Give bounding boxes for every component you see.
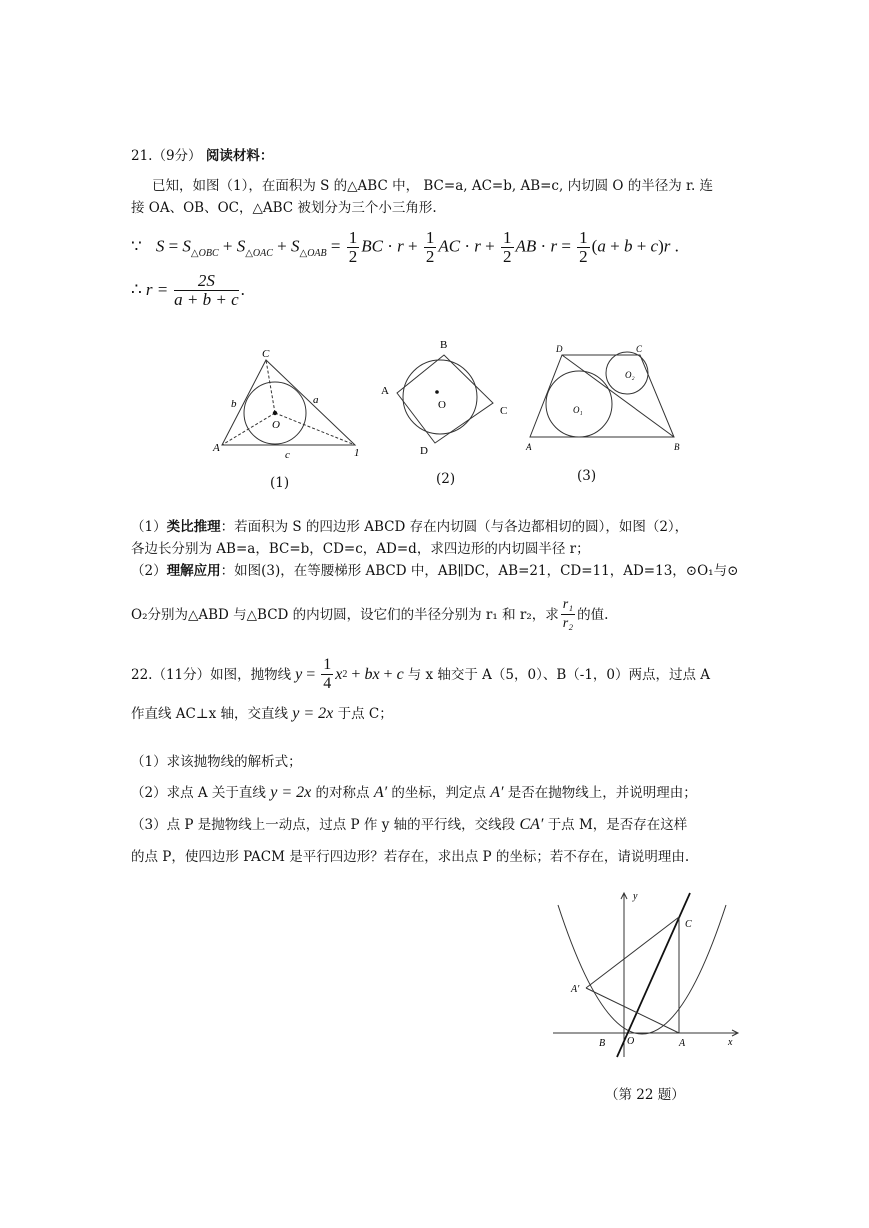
q21-part2-text: ：如图(3)，在等腰梯形 ABCD 中，AB∥DC，AB=21，CD=11，AD=13，⊙O₁与⊙ [220, 563, 739, 579]
r-denominator: a + b + c [174, 289, 239, 309]
q21-part1-heading: 类比推理 [166, 519, 221, 535]
figure-1 [212, 348, 360, 461]
q22-sub2-end: 是否在抛物线上，并说明理由； [507, 785, 697, 801]
figure-2-caption: (2) [436, 471, 456, 487]
q22-figure-caption: （第 22 题） [605, 1087, 685, 1103]
fig3-label-O1: O₁ [573, 405, 583, 415]
figure-2 [381, 340, 507, 457]
q22-line2 [131, 704, 393, 724]
line-equation-2: y = 2x [270, 784, 312, 801]
q22-line2-end: 于点 C； [337, 706, 393, 722]
q22-line1-end: 与 x 轴交于 A（5，0）、B（-1，0）两点，过点 A [407, 666, 711, 683]
q21-part2-line2 [131, 596, 608, 633]
q22-sub2-mid2: 的坐标，判定点 [391, 785, 486, 801]
q22-sub2 [131, 783, 697, 803]
q22-sub3-end: 于点 M，是否存在这样 [547, 817, 688, 833]
fig3-label-C: C [636, 344, 643, 354]
fig22-label-y: y [633, 891, 638, 902]
q21-part1-line2: 各边长分别为 AB=a，BC=b，CD=c，AD=d，求四边形的内切圆半径 r； [131, 541, 590, 557]
q21-part1-label: （1） [131, 519, 167, 535]
q21-line2: 接 OA、OB、OC，△ABC 被划分为三个小三角形. [131, 200, 437, 216]
q22-line1-start: 22.（11分）如图，抛物线 [131, 666, 292, 683]
fig3-label-D: D [556, 344, 563, 354]
figure-3 [525, 344, 680, 452]
ratio-denominator: r₂ [562, 616, 574, 631]
q21-part1-line1 [131, 517, 688, 537]
fig1-label-C: C [262, 348, 270, 360]
fig1-label-b: b [231, 398, 237, 410]
r-end: . [240, 280, 245, 299]
fig1-label-B: 1 [354, 447, 360, 459]
fig22-label-A: A [679, 1038, 686, 1049]
q22-line1 [131, 656, 710, 693]
q21-part2-heading: 理解应用 [166, 563, 221, 579]
fig2-label-A: A [381, 385, 389, 397]
q21-part1-text: ：若面积为 S 的四边形 ABCD 存在内切圆（与各边都相切的圆），如图（2）， [220, 519, 689, 535]
q22-sub3-line1 [131, 815, 687, 835]
q21-number: 21.（9分） [131, 148, 202, 164]
figure-3-caption: (3) [577, 468, 597, 484]
q21-part2-line2-text: O₂分别为△ABD 与△BCD 的内切圆，设它们的半径分别为 r₁ 和 r₂，求 [131, 606, 559, 623]
fig2-label-B: B [440, 340, 448, 351]
because-symbol: ∵ [131, 237, 142, 256]
segment-ca-prime: CA′ [519, 816, 544, 833]
q21-line1: 已知，如图（1），在面积为 S 的△ABC 中， BC=a, AC=b, AB=c, 内切圆 O 的半径为 r. 连 [152, 178, 714, 194]
r-numerator: 2S [174, 272, 239, 291]
q22-sub2-start: （2）求点 A 关于直线 [131, 785, 266, 801]
fig3-label-A: A [526, 442, 532, 452]
therefore-symbol: ∴ [131, 280, 142, 299]
fig3-label-O2: O₂ [625, 370, 635, 380]
fig1-label-c: c [285, 449, 290, 461]
q22-figure [548, 885, 748, 1065]
point-a-prime-1: A′ [373, 784, 388, 801]
q22-sub2-mid1: 的对称点 [315, 785, 370, 801]
fig1-label-O: O [272, 419, 280, 431]
line-equation-1: y = 2x [292, 705, 334, 722]
q22-line2-start: 作直线 AC⊥x 轴，交直线 [131, 706, 288, 722]
figure-1-caption: (1) [270, 475, 290, 491]
q22-sub3-start: （3）点 P 是抛物线上一动点，过点 P 作 y 轴的平行线，交线段 [131, 817, 516, 833]
q21-part2-end: 的值. [577, 606, 609, 623]
fig2-label-C: C [500, 405, 508, 417]
q21-area-equation: ∵ $S = S_{\triangle OBC} + S_{\triangle OAC} + S_{\triangle OAB}$ = $\frac{1}{2}$ BC · r + $\frac{1}{2}$ AC · r + $\frac{1}{2}$ AB · r = $\frac{1}{2}$ (a + b + c)r . [131, 227, 679, 266]
q21-header [131, 146, 273, 166]
fig2-label-D: D [420, 445, 428, 457]
q21-part2-label: （2） [131, 563, 167, 579]
r-lhs: r = [145, 280, 169, 299]
q21-title: 阅读材料： [205, 148, 274, 164]
fig2-label-O: O [438, 399, 446, 411]
fig22-label-x: x [728, 1037, 733, 1048]
fig1-label-A: A [213, 442, 220, 454]
ratio-numerator: r₁ [561, 596, 575, 615]
q21-part2-line1 [131, 561, 738, 581]
parabola-equation: y = $\frac{1}{4}$ x 2 + bx + c [295, 656, 404, 692]
q22-sub1: （1）求该抛物线的解析式； [131, 754, 302, 770]
fig22-label-B: B [599, 1038, 606, 1049]
fig22-label-A-prime: A′ [571, 984, 580, 995]
fig22-label-O: O [627, 1036, 635, 1047]
fig1-label-a: a [313, 394, 319, 406]
q22-sub3-line2: 的点 P，使四边形 PACM 是平行四边形？若存在，求出点 P 的坐标；若不存在，请说明理由. [131, 849, 690, 865]
fig3-label-B: B [674, 442, 680, 452]
point-a-prime-2: A′ [490, 784, 504, 801]
fig22-label-C: C [685, 919, 692, 930]
q21-radius-equation [131, 268, 245, 312]
